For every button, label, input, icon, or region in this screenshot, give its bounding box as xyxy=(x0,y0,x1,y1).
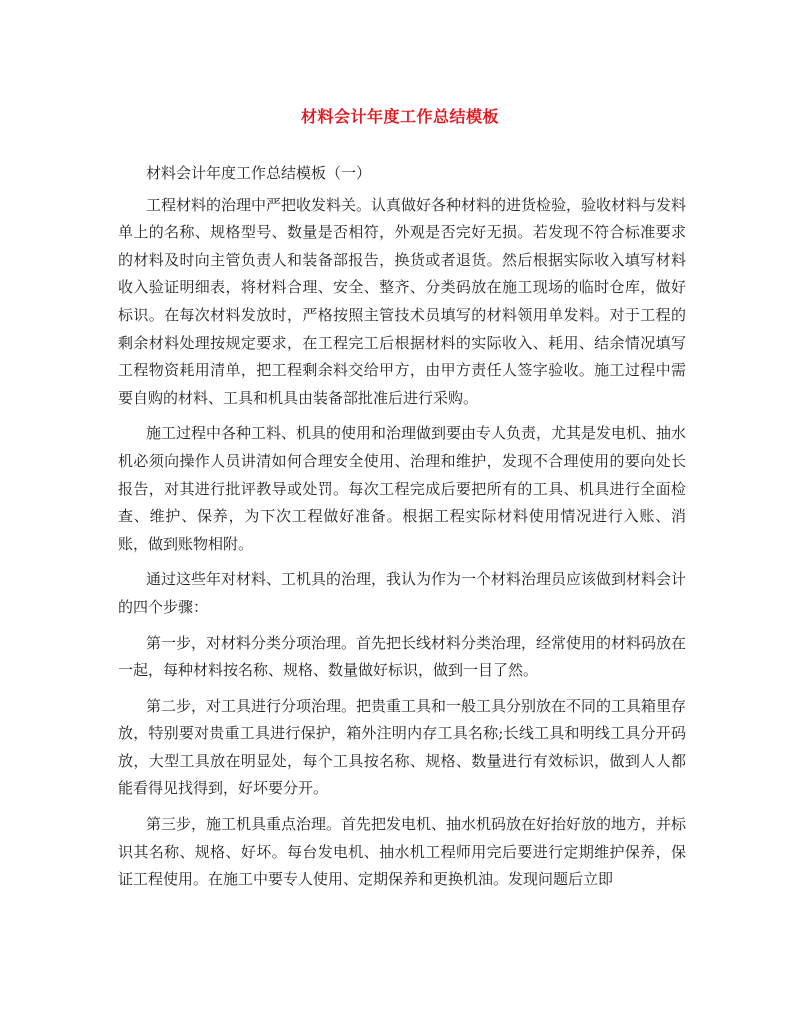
paragraph-5: 第二步，对工具进行分项治理。把贵重工具和一般工具分别放在不同的工具箱里存放，特别要对贵重工具进行保护，箱外注明内存工具名称;长线工具和明线工具分开码放，大型工具放在明显处，每个工具按名称、规格、数量进行有效标识，做到人人都能看得见找得到，好坏要分开。 xyxy=(118,696,687,798)
document-body xyxy=(118,160,686,902)
paragraph-3: 通过这些年对材料、工机具的治理，我认为作为一个材料治理员应该做到材料会计的四个步骤： xyxy=(118,570,687,616)
paragraph-4: 第一步，对材料分类分项治理。首先把长线材料分类治理，经常使用的材料码放在一起，每种材料按名称、规格、数量做好标识，做到一目了然。 xyxy=(118,633,687,680)
document-title: 材料会计年度工作总结模板 xyxy=(300,107,499,126)
document-subtitle: 材料会计年度工作总结模板（一） xyxy=(146,164,372,182)
paragraph-2: 施工过程中各种工料、机具的使用和治理做到要由专人负责，尤其是发电机、抽水机必须向操作人员讲清如何合理安全使用、治理和维护，发现不合理使用的要向处长报告，对其进行批评教导或处罚。每次工程完成后要把所有的工具、机具进行全面检查、维护、保养，为下次工程做好准备。根据工程实际材料使用情况进行入账、消账，做到账物相附。 xyxy=(118,424,687,553)
paragraph-6: 第三步，施工机具重点治理。首先把发电机、抽水机码放在好抬好放的地方，并标识其名称、规格、好坏。每台发电机、抽水机工程师用完后要进行定期维护保养，保证工程使用。在施工中要专人使用、定期保养和更换机油。发现问题后立即 xyxy=(118,815,687,889)
paragraph-1: 工程材料的治理中严把收发料关。认真做好各种材料的进货检验，验收材料与发料单上的名称、规格型号、数量是否相符，外观是否完好无损。若发现不符合标准要求的材料及时向主管负责人和装备部报告，换货或者退货。然后根据实际收入填写材料收入验证明细表，将材料合理、安全、整齐、分类码放在施工现场的临时仓库，做好标识。在每次材料发放时，严格按照主管技术员填写的材料领用单发料。对于工程的剩余材料处理按规定要求，在工程完工后根据材料的实际收入、耗用、结余情况填写工程物资耗用清单，把工程剩余料交给甲方，由甲方责任人签字验收。施工过程中需要自购的材料、工具和机具由装备部批准后进行采购。 xyxy=(118,195,687,407)
